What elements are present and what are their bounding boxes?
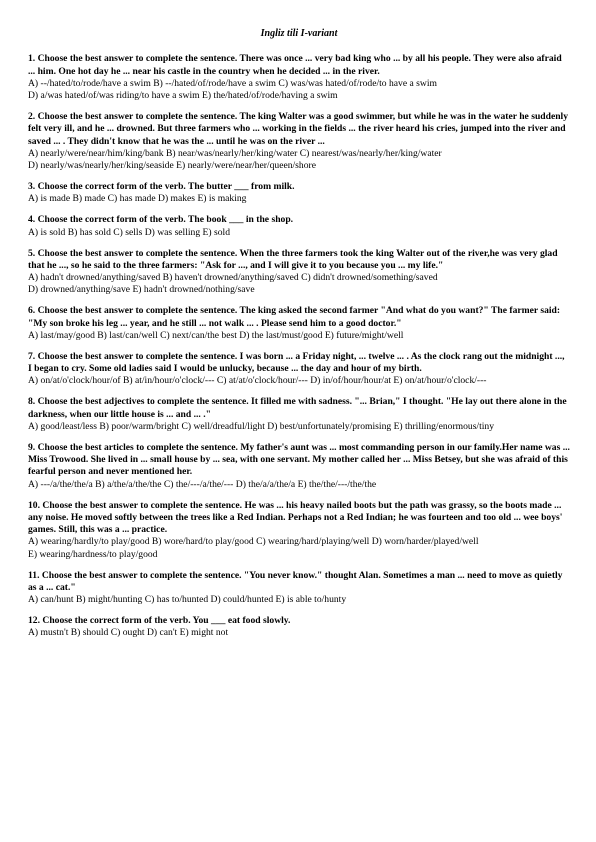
question-8 <box>28 396 570 433</box>
question-stem: 5. Choose the best answer to complete the sentence. When the three farmers took the king Walter out of the river,he was very glad that he ..., so he said to the three farmers: "Ask for ..., and I will give it to you because you ... my life." <box>28 247 558 271</box>
answer-options-line: A) can/hunt B) might/hunting C) has to/hunted D) could/hunted E) is able to/hunty <box>28 594 347 606</box>
question-4 <box>28 214 570 239</box>
answer-options-line: A) mustn't B) should C) ought D) can't E) might not <box>28 627 229 639</box>
answer-options-line: D) a/was hated/of/was riding/to have a swim E) the/hated/of/rode/having a swim <box>28 90 338 102</box>
question-5 <box>28 248 570 297</box>
question-stem: 1. Choose the best answer to complete the sentence. There was once ... very bad king who ... by all his people. They were also afraid ... him. One hot day he ... near his castle in the country when he decided ... in the river. <box>28 53 562 77</box>
question-stem: 2. Choose the best answer to complete the sentence. The king Walter was a good swimmer, but while he was in the water he suddenly felt very ill, and he ... drowned. But three farmers who ... working in the fields ... the river heard his cries, jumped into the river and saved ... . They didn't know that he was the ... until he was on the river ... <box>28 111 569 147</box>
question-7 <box>28 351 570 388</box>
question-stem: 12. Choose the correct form of the verb. You ___ eat food slowly. <box>28 615 291 627</box>
question-stem: 10. Choose the best answer to complete the sentence. He was ... his heavy nailed boots but the path was grassy, so the boots made ... any noise. He moved softly between the trees like a Red Indian. Perhaps not a Red Indian; he was fourteen and too old ... wee boys' games. Still, this was a ... practice. <box>28 499 563 536</box>
question-11 <box>28 570 570 607</box>
question-2 <box>28 111 570 172</box>
answer-options-line: D) drowned/anything/save E) hadn't drowned/nothing/save <box>28 284 255 296</box>
answer-options-line: D) nearly/was/nearly/her/king/seaside E) nearly/were/near/her/queen/shore <box>28 160 316 172</box>
question-stem: 3. Choose the correct form of the verb. The butter ___ from milk. <box>28 181 295 193</box>
answer-options-line: A) ---/a/the/the/a B) a/the/a/the/the C) the/---/a/the/--- D) the/a/a/the/a E) the/the/---/the/the <box>28 478 377 490</box>
question-stem: 6. Choose the best answer to complete the sentence. The king asked the second farmer "And what do you want?" The farmer said: "My son broke his leg ... year, and he still ... not walk ... . Please send him to a good doctor." <box>28 305 561 329</box>
question-6 <box>28 305 570 342</box>
question-stem: 4. Choose the correct form of the verb. The book ___ in the shop. <box>28 214 294 226</box>
answer-options-line: A) --/hated/to/rode/have a swim B) --/hated/of/rode/have a swim C) was/was hated/of/rode/to have a swim <box>28 77 437 89</box>
answer-options-line: A) last/may/good B) last/can/well C) next/can/the best D) the last/must/good E) future/might/well <box>28 329 404 341</box>
answer-options-line: A) on/at/o'clock/hour/of B) at/in/hour/o'clock/--- C) at/at/o'clock/hour/--- D) in/of/hour/hour/at E) on/at/hour/o'clock/--- <box>28 375 487 387</box>
question-list <box>28 53 570 639</box>
question-12 <box>28 615 570 640</box>
answer-options-line: A) good/least/less B) poor/warm/bright C) well/dreadful/light D) best/unfortunately/promising E) thrilling/enormous/tiny <box>28 420 495 432</box>
question-1 <box>28 53 570 102</box>
answer-options-line: A) wearing/hardly/to play/good B) wore/hard/to play/good C) wearing/hard/playing/well D) worn/harder/played/well <box>28 536 479 548</box>
answer-options-line: A) is sold B) has sold C) sells D) was selling E) sold <box>28 226 230 238</box>
answer-options-line: A) is made B) made C) has made D) makes E) is making <box>28 193 247 205</box>
question-stem: 11. Choose the best answer to complete the sentence. "You never know." thought Alan. Sometimes a man ... need to move as quietly as a ... cat." <box>28 569 563 593</box>
question-10 <box>28 500 570 561</box>
question-9 <box>28 442 570 491</box>
question-3 <box>28 181 570 206</box>
answer-options-line: A) nearly/were/near/him/king/bank B) near/was/nearly/her/king/water C) nearest/was/nearly/her/king/water <box>28 147 442 159</box>
document-title: Ingliz tili I-variant <box>260 28 338 39</box>
answer-options-line: A) hadn't drowned/anything/saved B) haven't drowned/anything/saved C) didn't drowned/something/saved <box>28 272 438 284</box>
question-stem: 7. Choose the best answer to complete the sentence. I was born ... a Friday night, ... twelve ... . As the clock rang out the midnight ..., I began to cry. Some old ladies said I would be unlucky, because ... the day and hour of my birth. <box>28 350 565 375</box>
question-stem: 9. Choose the best articles to complete the sentence. My father's aunt was ... most commanding person in our family.Her name was ... Miss Trowood. She lived in ... small house by ... sea, with one servant. My mother called her ... Miss Betsey, but she was afraid of this fearful person and never mentioned her. <box>28 441 570 478</box>
question-stem: 8. Choose the best adjectives to complete the sentence. It filled me with sadness. "... Brian," I thought. "He lay out there alone in the darkness, when our little house is ... and ... ." <box>28 396 567 420</box>
answer-options-line: E) wearing/hardness/to play/good <box>28 548 158 560</box>
